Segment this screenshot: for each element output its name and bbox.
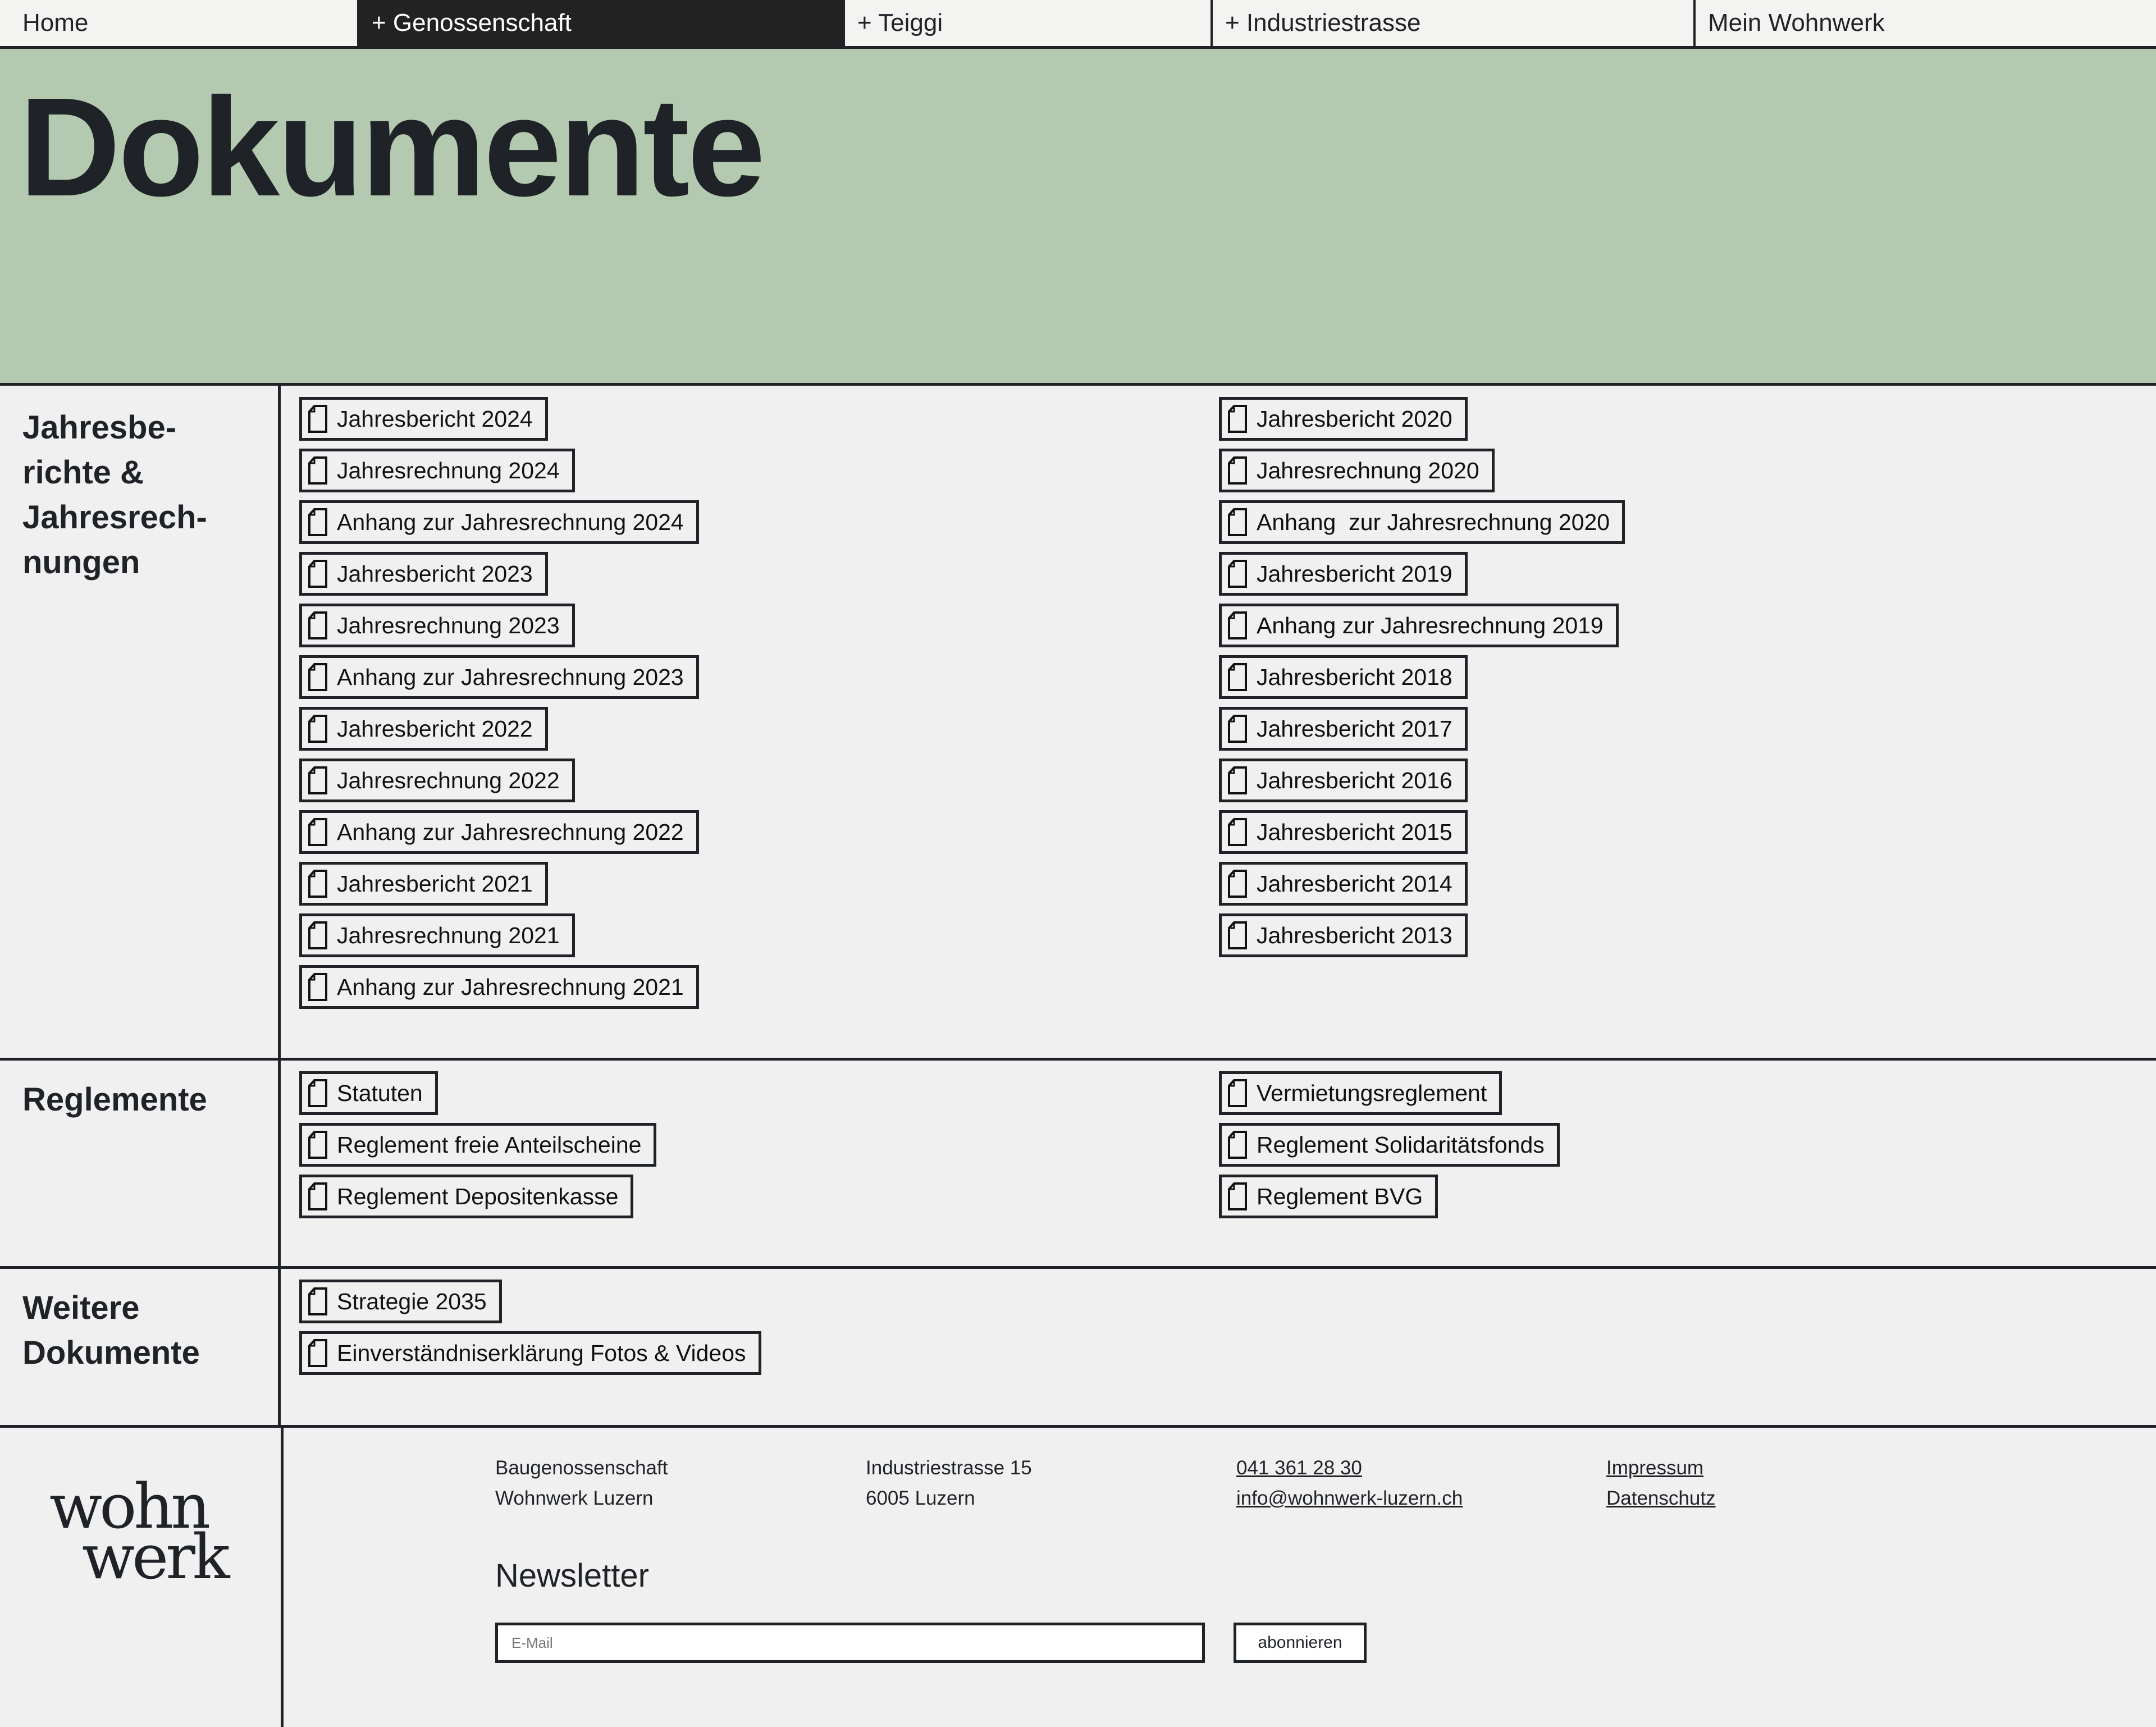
document-icon [1227,1130,1248,1159]
document-title: Statuten [337,1080,423,1106]
document-title: Jahresbericht 2023 [337,560,533,587]
footer-logo-column [0,1425,284,1727]
document-link[interactable] [299,552,548,596]
page-title: Dokumente [19,68,764,225]
document-icon [308,456,328,485]
document-title: Jahresrechnung 2023 [337,612,560,638]
document-icon [1227,869,1248,898]
document-link[interactable] [299,810,699,854]
document-title: Anhang zur Jahresrechnung 2020 [1257,509,1610,535]
document-link[interactable] [1219,655,1468,699]
document-link[interactable] [299,1175,633,1218]
document-title: Jahresbericht 2016 [1257,767,1452,793]
document-title: Jahresbericht 2022 [337,715,533,742]
section-jahresberichte [0,386,2156,1061]
document-list-right [1219,397,1625,965]
document-icon [1227,559,1248,588]
document-icon [308,766,328,795]
document-icon [1227,508,1248,537]
section-weitere-dokumente [0,1266,2156,1428]
document-title: Jahresbericht 2015 [1257,819,1452,845]
document-list-left [299,1280,761,1383]
document-title: Anhang zur Jahresrechnung 2022 [337,819,684,845]
section-label [0,1058,281,1266]
document-link[interactable] [1219,604,1619,647]
nav-home[interactable]: Home [0,0,359,46]
footer [0,1425,2156,1727]
document-title: Anhang zur Jahresrechnung 2021 [337,974,684,1000]
wohnwerk-logo[interactable] [49,1470,227,1593]
document-link[interactable] [1219,862,1468,906]
document-icon [1227,456,1248,485]
document-title: Reglement freie Anteilscheine [337,1131,642,1158]
newsletter-email-input[interactable] [495,1623,1205,1663]
nav-genossenschaft[interactable]: + Genossenschaft [359,0,845,46]
document-icon [1227,766,1248,795]
hero-banner [0,49,2156,386]
logo-line-1: wohn [49,1470,208,1542]
document-icon [308,1130,328,1159]
document-title: Jahresrechnung 2024 [337,457,560,483]
impressum-link[interactable]: Impressum [1606,1457,1704,1479]
footer-address [495,1453,668,1514]
datenschutz-link[interactable]: Datenschutz [1606,1487,1716,1509]
document-icon [308,611,328,640]
document-title: Reglement BVG [1257,1183,1423,1209]
street-line-1: Industriestrasse 15 [866,1457,1032,1479]
document-title: Jahresrechnung 2022 [337,767,560,793]
document-link[interactable] [299,655,699,699]
document-icon [308,1079,328,1108]
nav-industriestrasse[interactable]: + Industriestrasse [1213,0,1696,46]
document-link[interactable] [1219,913,1468,957]
document-list-left [299,1071,656,1226]
document-link[interactable] [1219,449,1495,492]
main-nav [0,0,2156,49]
document-icon [1227,817,1248,847]
document-icon [308,869,328,898]
document-icon [1227,1182,1248,1211]
document-title: Jahresbericht 2021 [337,870,533,897]
document-link[interactable] [299,862,548,906]
document-link[interactable] [299,1280,502,1323]
section-reglemente [0,1058,2156,1269]
document-link[interactable] [1219,759,1468,802]
document-link[interactable] [299,1331,761,1375]
document-title: Jahresrechnung 2021 [337,922,560,948]
document-link[interactable] [299,913,575,957]
document-icon [308,559,328,588]
document-link[interactable] [299,1071,438,1115]
document-title: Anhang zur Jahresrechnung 2023 [337,664,684,690]
section-label [0,386,281,1058]
nav-teiggi[interactable]: + Teiggi [845,0,1213,46]
section-label [0,1266,281,1425]
document-link[interactable] [1219,1071,1502,1115]
section-title: Reglemente [22,1081,207,1118]
document-link[interactable] [1219,810,1468,854]
document-title: Jahresbericht 2013 [1257,922,1452,948]
document-icon [1227,611,1248,640]
document-list-right [1219,1071,1560,1226]
subscribe-button[interactable]: abonnieren [1234,1623,1367,1663]
document-list-left [299,397,699,1017]
document-link[interactable] [1219,707,1468,751]
document-link[interactable] [299,397,548,441]
section-title: Weitere Dokumente [22,1290,200,1371]
email-link[interactable]: info@wohnwerk-luzern.ch [1236,1487,1463,1509]
document-icon [308,508,328,537]
street-line-2: 6005 Luzern [866,1487,975,1509]
footer-contact [1236,1453,1463,1514]
address-line-2: Wohnwerk Luzern [495,1487,654,1509]
document-icon [308,817,328,847]
document-icon [308,1287,328,1316]
document-title: Anhang zur Jahresrechnung 2019 [1257,612,1604,638]
document-icon [308,921,328,950]
newsletter-title: Newsletter [495,1557,649,1594]
section-title: Jahresbe- richte & Jahresrech- nungen [22,409,207,581]
document-link[interactable] [299,1123,656,1167]
document-icon [1227,714,1248,743]
document-link[interactable] [1219,500,1625,544]
document-link[interactable] [299,707,548,751]
document-link[interactable] [1219,1123,1560,1167]
footer-street [866,1453,1032,1514]
document-icon [308,1182,328,1211]
document-title: Jahresbericht 2020 [1257,405,1452,432]
document-title: Jahresrechnung 2020 [1257,457,1479,483]
document-title: Strategie 2035 [337,1288,487,1314]
logo-line-2: werk [82,1521,227,1593]
phone-link[interactable]: 041 361 28 30 [1236,1457,1362,1479]
document-title: Vermietungsreglement [1257,1080,1487,1106]
document-title: Reglement Solidaritätsfonds [1257,1131,1545,1158]
document-link[interactable] [299,965,699,1009]
document-title: Reglement Depositenkasse [337,1183,619,1209]
document-link[interactable] [299,500,699,544]
document-title: Jahresbericht 2024 [337,405,533,432]
document-link[interactable] [299,604,575,647]
document-icon [1227,663,1248,692]
document-title: Jahresbericht 2019 [1257,560,1452,587]
document-icon [1227,921,1248,950]
document-icon [1227,404,1248,433]
document-icon [308,714,328,743]
document-title: Anhang zur Jahresrechnung 2024 [337,509,684,535]
document-icon [308,1338,328,1368]
document-title: Einverständniserklärung Fotos & Videos [337,1340,746,1366]
document-icon [308,663,328,692]
document-icon [308,972,328,1002]
document-title: Jahresbericht 2018 [1257,664,1452,690]
footer-legal [1606,1453,1716,1514]
document-title: Jahresbericht 2014 [1257,870,1452,897]
document-link[interactable] [299,759,575,802]
document-link[interactable] [1219,397,1468,441]
document-link[interactable] [1219,1175,1438,1218]
document-link[interactable] [1219,552,1468,596]
document-icon [1227,1079,1248,1108]
nav-mein-wohnwerk[interactable]: Mein Wohnwerk [1708,9,1885,36]
document-icon [308,404,328,433]
document-link[interactable] [299,449,575,492]
document-title: Jahresbericht 2017 [1257,715,1452,742]
address-line-1: Baugenossenschaft [495,1457,668,1479]
